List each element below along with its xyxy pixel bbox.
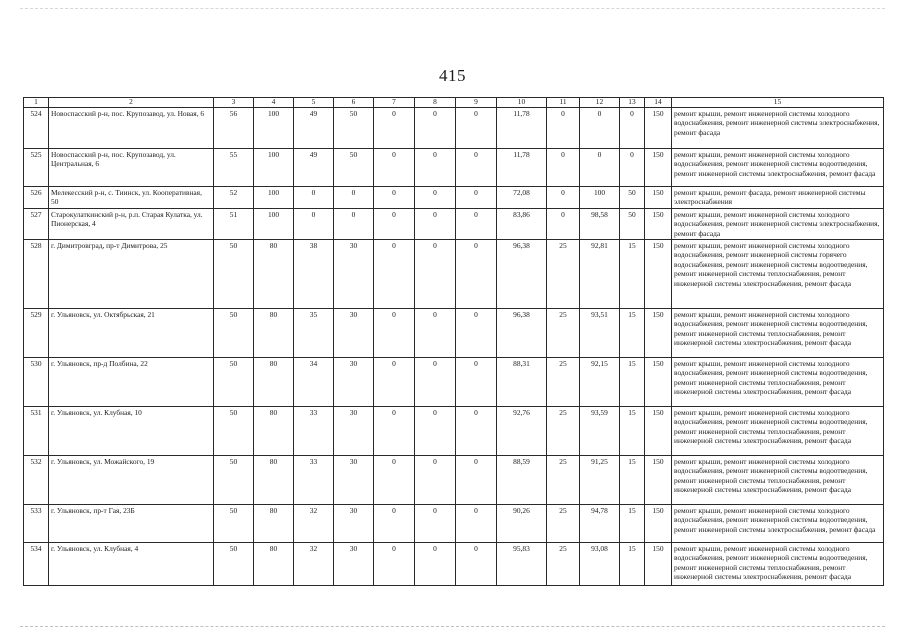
cell-col-8: 0 — [415, 108, 456, 149]
cell-work-types: ремонт крыши, ремонт инженерной системы холодного водоснабжения, ремонт инженерной системы водоотведения, ремонт инженерной системы электроснабжения, ремонт фасада — [672, 505, 884, 543]
cell-col-8: 0 — [415, 309, 456, 358]
cell-col-3: 50 — [214, 407, 254, 456]
cell-col-5: 32 — [294, 543, 334, 586]
cell-col-13: 15 — [620, 456, 645, 505]
cell-col-12: 98,58 — [580, 208, 620, 239]
cell-col-12: 92,81 — [580, 240, 620, 309]
cell-address: г. Ульяновск, ул. Клубная, 4 — [49, 543, 214, 586]
cell-address: Старокулаткинский р-н, р.п. Старая Кулатка, ул. Пионерская, 4 — [49, 208, 214, 239]
cell-col-7: 0 — [374, 358, 415, 407]
cell-col-8: 0 — [415, 208, 456, 239]
cell-col-14: 150 — [645, 505, 672, 543]
cell-col-7: 0 — [374, 187, 415, 209]
cell-col-4: 100 — [254, 187, 294, 209]
cell-col-14: 150 — [645, 240, 672, 309]
page-number: 415 — [439, 66, 466, 85]
cell-col-9: 0 — [456, 208, 497, 239]
cell-col-11: 0 — [547, 108, 580, 149]
cell-col-7: 0 — [374, 407, 415, 456]
table-row — [24, 505, 884, 543]
cell-col-6: 30 — [334, 407, 374, 456]
cell-col-11: 25 — [547, 543, 580, 586]
cell-address: г. Ульяновск, пр-д Полбина, 22 — [49, 358, 214, 407]
table-header — [24, 98, 884, 108]
cell-address: г. Ульяновск, ул. Клубная, 10 — [49, 407, 214, 456]
cell-col-10: 96,38 — [497, 309, 547, 358]
column-number-row — [24, 98, 884, 108]
table-row — [24, 208, 884, 239]
cell-work-types: ремонт крыши, ремонт инженерной системы холодного водоснабжения, ремонт инженерной системы водоотведения, ремонт инженерной системы теплоснабжения, ремонт инженерной системы электроснабжения, ремонт фасада — [672, 456, 884, 505]
cell-col-7: 0 — [374, 543, 415, 586]
table-row — [24, 108, 884, 149]
cell-col-6: 0 — [334, 187, 374, 209]
cell-col-11: 25 — [547, 309, 580, 358]
cell-col-12: 0 — [580, 149, 620, 187]
cell-col-3: 51 — [214, 208, 254, 239]
cell-col-3: 50 — [214, 240, 254, 309]
cell-work-types: ремонт крыши, ремонт инженерной системы холодного водоснабжения, ремонт инженерной системы электроснабжения, ремонт фасада — [672, 108, 884, 149]
cell-col-3: 50 — [214, 358, 254, 407]
cell-row-number: 529 — [24, 309, 49, 358]
cell-col-7: 0 — [374, 309, 415, 358]
cell-col-3: 52 — [214, 187, 254, 209]
cell-col-9: 0 — [456, 407, 497, 456]
cell-col-8: 0 — [415, 149, 456, 187]
cell-col-10: 83,86 — [497, 208, 547, 239]
cell-col-4: 80 — [254, 543, 294, 586]
cell-col-4: 100 — [254, 149, 294, 187]
cell-col-11: 0 — [547, 187, 580, 209]
cell-col-9: 0 — [456, 543, 497, 586]
cell-work-types: ремонт крыши, ремонт инженерной системы холодного водоснабжения, ремонт инженерной системы горячего водоснабжения, ремонт инженерной системы водоотведения, ремонт инженерной системы теплоснабжения, ремонт инженерной системы электроснабжения, ремонт фасада — [672, 240, 884, 309]
cell-col-11: 0 — [547, 149, 580, 187]
column-header-6: 6 — [334, 98, 374, 108]
cell-row-number: 527 — [24, 208, 49, 239]
cell-col-5: 32 — [294, 505, 334, 543]
cell-col-14: 150 — [645, 149, 672, 187]
cell-col-12: 93,08 — [580, 543, 620, 586]
cell-col-9: 0 — [456, 309, 497, 358]
cell-col-5: 38 — [294, 240, 334, 309]
cell-col-11: 25 — [547, 358, 580, 407]
cell-work-types: ремонт крыши, ремонт инженерной системы холодного водоснабжения, ремонт инженерной системы водоотведения, ремонт инженерной системы теплоснабжения, ремонт инженерной системы электроснабжения, ремонт фасада — [672, 358, 884, 407]
cell-row-number: 530 — [24, 358, 49, 407]
cell-col-10: 88,59 — [497, 456, 547, 505]
cell-col-3: 50 — [214, 456, 254, 505]
cell-col-6: 30 — [334, 309, 374, 358]
column-header-11: 11 — [547, 98, 580, 108]
cell-col-7: 0 — [374, 456, 415, 505]
column-header-12: 12 — [580, 98, 620, 108]
cell-row-number: 532 — [24, 456, 49, 505]
table-row — [24, 456, 884, 505]
cell-col-6: 30 — [334, 543, 374, 586]
cell-col-13: 0 — [620, 108, 645, 149]
cell-col-13: 15 — [620, 309, 645, 358]
cell-col-8: 0 — [415, 187, 456, 209]
cell-col-12: 93,51 — [580, 309, 620, 358]
cell-col-7: 0 — [374, 208, 415, 239]
cell-col-5: 33 — [294, 456, 334, 505]
cell-col-5: 0 — [294, 208, 334, 239]
table-body — [24, 108, 884, 586]
cell-address: Новоспасский р-н, пос. Крупозавод, ул. Новая, 6 — [49, 108, 214, 149]
column-header-1: 1 — [24, 98, 49, 108]
cell-col-11: 0 — [547, 208, 580, 239]
cell-work-types: ремонт крыши, ремонт инженерной системы холодного водоснабжения, ремонт инженерной системы водоотведения, ремонт инженерной системы электроснабжения, ремонт фасада — [672, 149, 884, 187]
scan-edge-bottom — [20, 626, 885, 627]
cell-work-types: ремонт крыши, ремонт фасада, ремонт инженерной системы электроснабжения — [672, 187, 884, 209]
table-row — [24, 149, 884, 187]
cell-col-13: 0 — [620, 149, 645, 187]
cell-col-13: 15 — [620, 358, 645, 407]
cell-address: г. Ульяновск, ул. Октябрьская, 21 — [49, 309, 214, 358]
cell-work-types: ремонт крыши, ремонт инженерной системы холодного водоснабжения, ремонт инженерной системы водоотведения, ремонт инженерной системы теплоснабжения, ремонт инженерной системы электроснабжения, ремонт фасада — [672, 309, 884, 358]
cell-col-6: 30 — [334, 358, 374, 407]
cell-row-number: 524 — [24, 108, 49, 149]
cell-col-10: 72,08 — [497, 187, 547, 209]
cell-work-types: ремонт крыши, ремонт инженерной системы холодного водоснабжения, ремонт инженерной системы водоотведения, ремонт инженерной системы теплоснабжения, ремонт инженерной системы электроснабжения, ремонт фасада — [672, 543, 884, 586]
cell-col-12: 94,78 — [580, 505, 620, 543]
cell-col-4: 100 — [254, 108, 294, 149]
cell-col-10: 95,83 — [497, 543, 547, 586]
cell-col-7: 0 — [374, 149, 415, 187]
table-row — [24, 407, 884, 456]
cell-col-7: 0 — [374, 240, 415, 309]
cell-col-4: 80 — [254, 358, 294, 407]
cell-col-5: 49 — [294, 149, 334, 187]
cell-col-9: 0 — [456, 240, 497, 309]
cell-address: Новоспасский р-н, пос. Крупозавод, ул. Центральная, 6 — [49, 149, 214, 187]
cell-address: Мелекесский р-н, с. Тиинск, ул. Кооперативная, 50 — [49, 187, 214, 209]
column-header-14: 14 — [645, 98, 672, 108]
scan-edge-top — [20, 8, 885, 9]
cell-col-13: 50 — [620, 187, 645, 209]
table-row — [24, 187, 884, 209]
column-header-2: 2 — [49, 98, 214, 108]
column-header-3: 3 — [214, 98, 254, 108]
cell-col-10: 96,38 — [497, 240, 547, 309]
cell-col-13: 15 — [620, 543, 645, 586]
table-row — [24, 240, 884, 309]
cell-col-3: 56 — [214, 108, 254, 149]
column-header-10: 10 — [497, 98, 547, 108]
cell-col-14: 150 — [645, 309, 672, 358]
cell-col-12: 91,25 — [580, 456, 620, 505]
cell-col-8: 0 — [415, 456, 456, 505]
cell-col-3: 50 — [214, 505, 254, 543]
cell-col-13: 50 — [620, 208, 645, 239]
column-header-15: 15 — [672, 98, 884, 108]
cell-address: г. Ульяновск, пр-т Гая, 23Б — [49, 505, 214, 543]
cell-col-4: 80 — [254, 407, 294, 456]
cell-col-4: 80 — [254, 456, 294, 505]
cell-col-9: 0 — [456, 456, 497, 505]
cell-col-9: 0 — [456, 149, 497, 187]
cell-address: г. Ульяновск, ул. Можайского, 19 — [49, 456, 214, 505]
cell-row-number: 534 — [24, 543, 49, 586]
cell-col-10: 11,78 — [497, 108, 547, 149]
table-row — [24, 309, 884, 358]
column-header-7: 7 — [374, 98, 415, 108]
repair-program-table — [23, 97, 884, 586]
cell-col-10: 11,78 — [497, 149, 547, 187]
cell-col-14: 150 — [645, 456, 672, 505]
cell-col-3: 50 — [214, 543, 254, 586]
cell-col-13: 15 — [620, 407, 645, 456]
column-header-4: 4 — [254, 98, 294, 108]
cell-col-14: 150 — [645, 208, 672, 239]
cell-col-10: 90,26 — [497, 505, 547, 543]
cell-col-6: 50 — [334, 108, 374, 149]
cell-row-number: 526 — [24, 187, 49, 209]
cell-col-9: 0 — [456, 505, 497, 543]
column-header-5: 5 — [294, 98, 334, 108]
cell-col-11: 25 — [547, 240, 580, 309]
column-header-8: 8 — [415, 98, 456, 108]
cell-col-8: 0 — [415, 543, 456, 586]
cell-col-7: 0 — [374, 108, 415, 149]
cell-row-number: 525 — [24, 149, 49, 187]
cell-col-8: 0 — [415, 240, 456, 309]
cell-col-9: 0 — [456, 358, 497, 407]
cell-col-4: 80 — [254, 505, 294, 543]
column-header-13: 13 — [620, 98, 645, 108]
cell-col-8: 0 — [415, 407, 456, 456]
cell-col-3: 55 — [214, 149, 254, 187]
cell-col-4: 80 — [254, 240, 294, 309]
cell-row-number: 531 — [24, 407, 49, 456]
column-header-9: 9 — [456, 98, 497, 108]
cell-col-6: 30 — [334, 505, 374, 543]
cell-col-11: 25 — [547, 407, 580, 456]
cell-col-9: 0 — [456, 108, 497, 149]
cell-col-10: 92,76 — [497, 407, 547, 456]
cell-row-number: 528 — [24, 240, 49, 309]
cell-col-8: 0 — [415, 358, 456, 407]
cell-col-14: 150 — [645, 543, 672, 586]
cell-col-14: 150 — [645, 108, 672, 149]
cell-work-types: ремонт крыши, ремонт инженерной системы холодного водоснабжения, ремонт инженерной системы водоотведения, ремонт инженерной системы теплоснабжения, ремонт инженерной системы электроснабжения, ремонт фасада — [672, 407, 884, 456]
cell-col-4: 100 — [254, 208, 294, 239]
cell-col-7: 0 — [374, 505, 415, 543]
cell-col-5: 0 — [294, 187, 334, 209]
cell-address: г. Димитровград, пр-т Димитрова, 25 — [49, 240, 214, 309]
cell-col-3: 50 — [214, 309, 254, 358]
cell-col-8: 0 — [415, 505, 456, 543]
cell-col-6: 0 — [334, 208, 374, 239]
cell-col-12: 92,15 — [580, 358, 620, 407]
cell-col-6: 30 — [334, 240, 374, 309]
cell-col-9: 0 — [456, 187, 497, 209]
cell-col-5: 34 — [294, 358, 334, 407]
cell-col-6: 30 — [334, 456, 374, 505]
cell-col-14: 150 — [645, 187, 672, 209]
cell-col-4: 80 — [254, 309, 294, 358]
cell-col-5: 33 — [294, 407, 334, 456]
cell-col-12: 100 — [580, 187, 620, 209]
table-row — [24, 358, 884, 407]
cell-col-12: 93,59 — [580, 407, 620, 456]
cell-col-6: 50 — [334, 149, 374, 187]
cell-col-11: 25 — [547, 505, 580, 543]
cell-col-10: 88,31 — [497, 358, 547, 407]
cell-col-11: 25 — [547, 456, 580, 505]
cell-row-number: 533 — [24, 505, 49, 543]
cell-col-13: 15 — [620, 240, 645, 309]
cell-work-types: ремонт крыши, ремонт инженерной системы холодного водоснабжения, ремонт инженерной системы электроснабжения, ремонт фасада — [672, 208, 884, 239]
table-row — [24, 543, 884, 586]
cell-col-5: 35 — [294, 309, 334, 358]
cell-col-14: 150 — [645, 407, 672, 456]
cell-col-12: 0 — [580, 108, 620, 149]
cell-col-5: 49 — [294, 108, 334, 149]
cell-col-13: 15 — [620, 505, 645, 543]
cell-col-14: 150 — [645, 358, 672, 407]
